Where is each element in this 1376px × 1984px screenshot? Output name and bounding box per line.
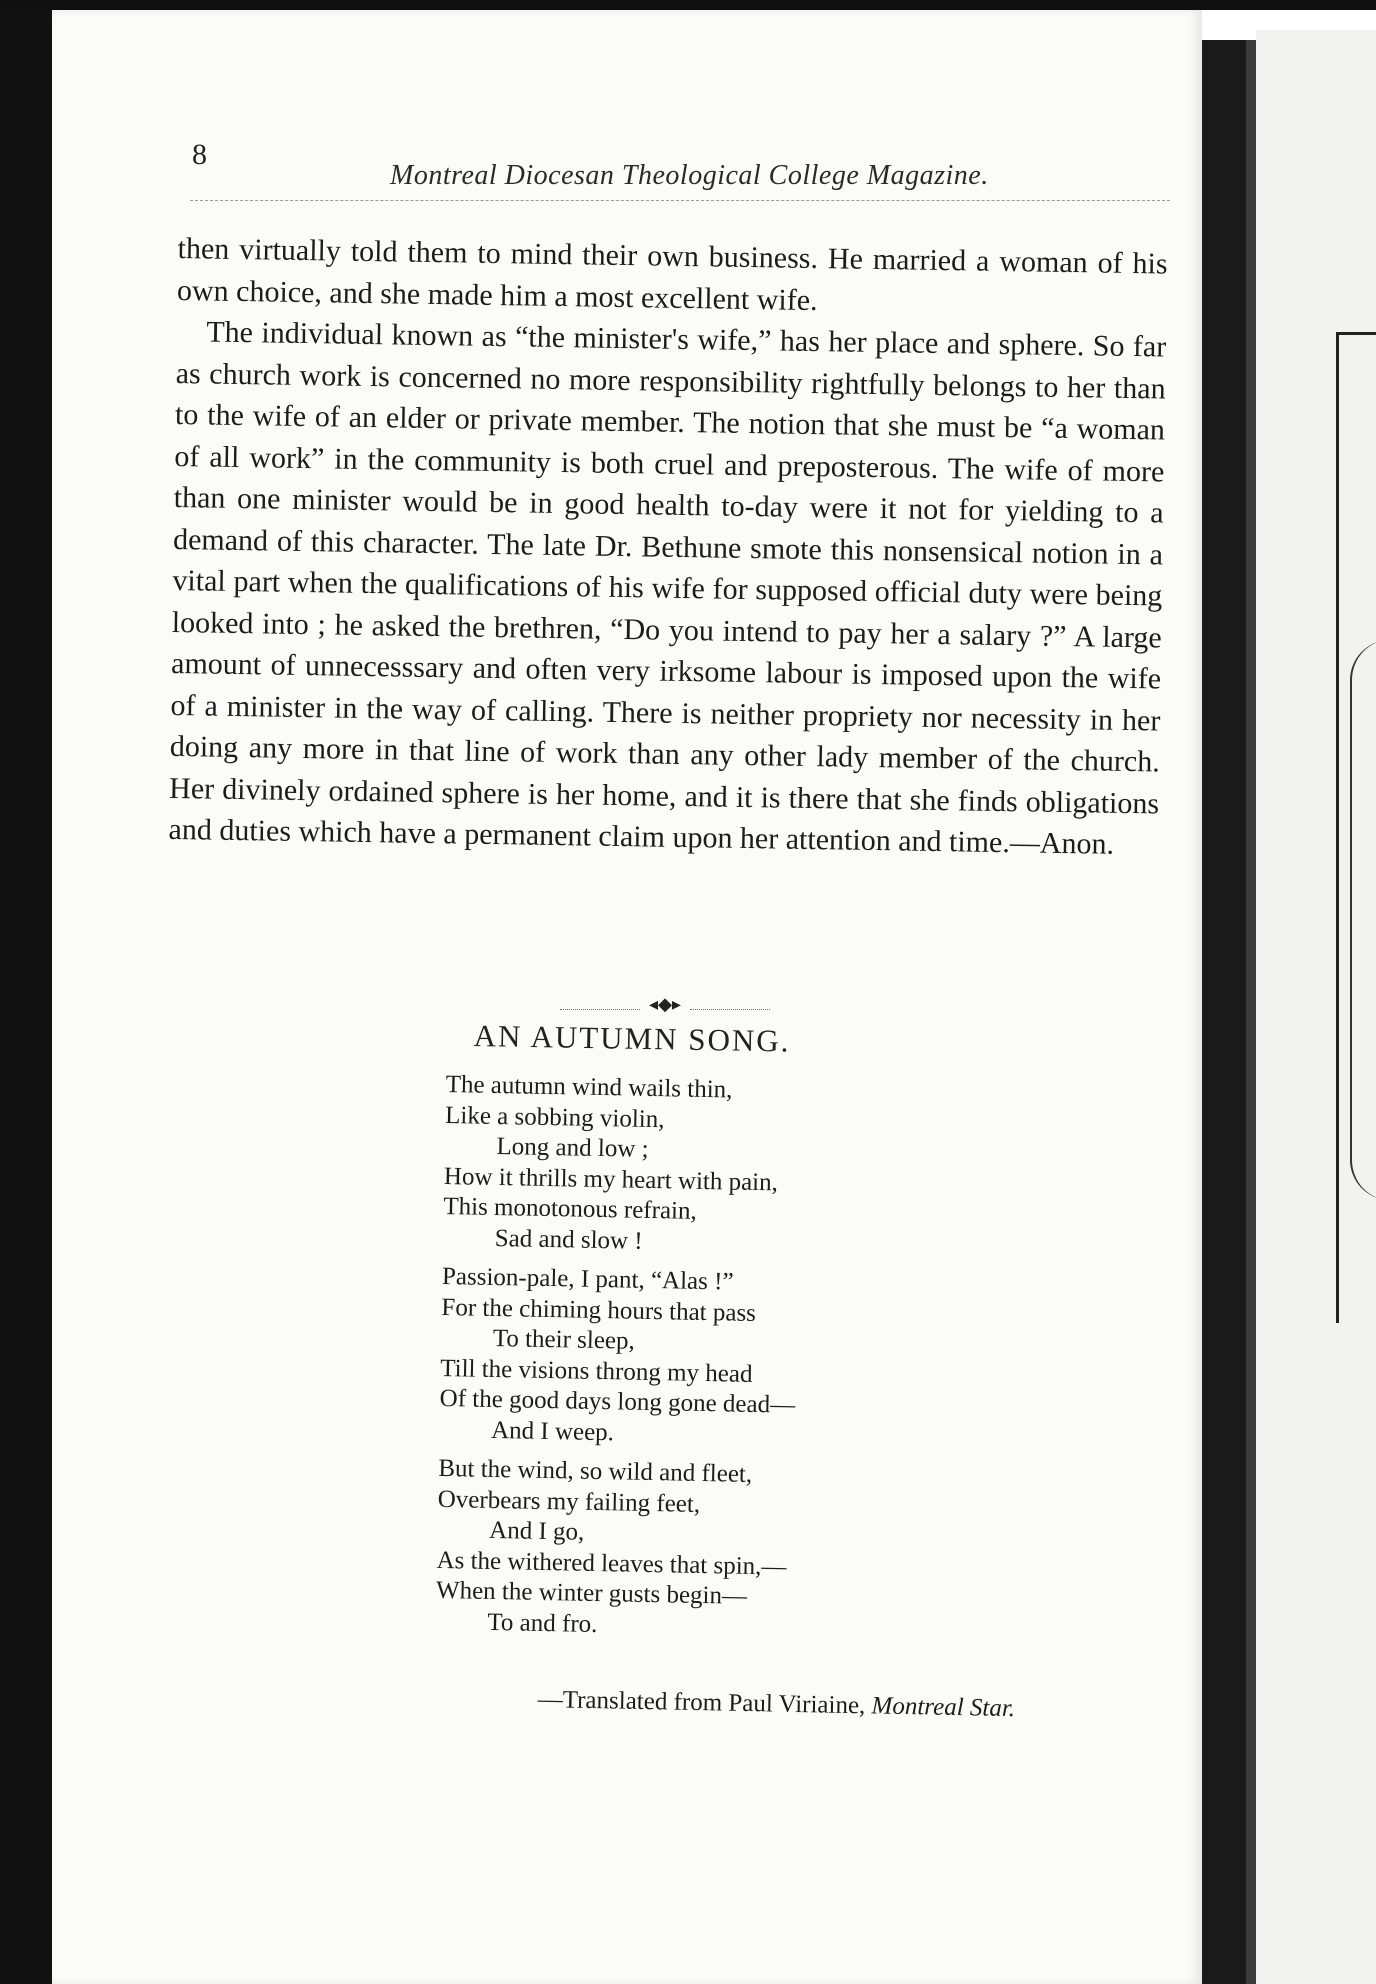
journal-title: Montreal Diocesan Theological College Magazine. — [390, 160, 989, 191]
poem-line: How it thrills my heart with pain, — [443, 1162, 779, 1196]
poem-line: Till the visions throng my head — [440, 1354, 753, 1388]
poem-line: The autumn wind wails thin, — [445, 1070, 733, 1104]
poem-line: And I weep. — [490, 1416, 615, 1446]
facing-page-ornament — [1350, 640, 1376, 1200]
poem-stanza — [439, 1262, 1122, 1458]
book-gutter — [1202, 40, 1246, 1984]
attribution-text: —Translated from Paul Viriaine, — [537, 1686, 872, 1720]
section-divider — [560, 994, 770, 1020]
poem-stanza — [435, 1454, 1118, 1650]
article-paragraph: The individual known as “the minister's wife,” has her place and sphere. So far as church work is concerned no more responsibility rightfully belongs to her than to the wife of an elder or private member. The notion that she must be “a woman of all work” in the community is both cruel and preposterous. The wife of more than one minister would be in good health to-day were it not for yielding to a demand of this character. The late Dr. Bethune smote this nonsensical notion in a vital part when the qualifications of his wife for supposed official duty were being looked into ; he asked the brethren, “Do you intend to pay her a salary ?” A large amount of unnecesssary and often very irksome labour is imposed upon the wife of a minister in the way of calling. There is neither propriety nor necessity in her doing any more in that line of work than any other lady member of the church. Her divinely ordained sphere is her home, and it is there that she finds obligations and duties which have a permanent claim upon her attention and time.—Anon. — [168, 315, 1167, 861]
poem-line: Sad and slow ! — [494, 1224, 643, 1255]
poem-line: As the withered leaves that spin,— — [436, 1546, 787, 1581]
poem-line: Long and low ; — [496, 1132, 649, 1163]
poem — [435, 1070, 1126, 1659]
divider-line — [690, 1009, 770, 1010]
poem-title: AN AUTUMN SONG. — [473, 1018, 791, 1059]
attribution-source: Montreal Star. — [871, 1692, 1016, 1723]
poem-line: And I go, — [488, 1516, 585, 1546]
poem-line: Like a sobbing violin, — [444, 1101, 665, 1133]
diamond-ornament-icon: ◂◆▸ — [649, 994, 681, 1014]
poem-line: For the chiming hours that pass — [441, 1293, 757, 1327]
poem-line: Overbears my failing feet, — [437, 1485, 701, 1518]
poem-stanza — [442, 1070, 1125, 1266]
page-number: 8 — [192, 138, 207, 171]
poem-line: To and fro. — [487, 1608, 598, 1638]
poem-line: When the winter gusts begin— — [435, 1576, 748, 1610]
scan-top-border — [0, 0, 1376, 10]
poem-line: Passion-pale, I pant, “Alas !” — [441, 1262, 734, 1296]
poem-line: But the wind, so wild and fleet, — [438, 1454, 753, 1488]
divider-line — [560, 1009, 640, 1010]
poem-line: Of the good days long gone dead— — [439, 1384, 796, 1419]
running-head — [140, 138, 1000, 191]
poem-line: This monotonous refrain, — [443, 1192, 698, 1225]
book-gutter-edge — [1246, 40, 1256, 1984]
article-body — [168, 228, 1168, 866]
header-rule — [190, 200, 1170, 201]
scan-left-border — [0, 0, 52, 1984]
article-paragraph: then virtually told them to mind their own business. He married a woman of his own choice, and she made him a most excellent wife. — [176, 231, 1168, 317]
poem-line: To their sleep, — [492, 1324, 636, 1355]
